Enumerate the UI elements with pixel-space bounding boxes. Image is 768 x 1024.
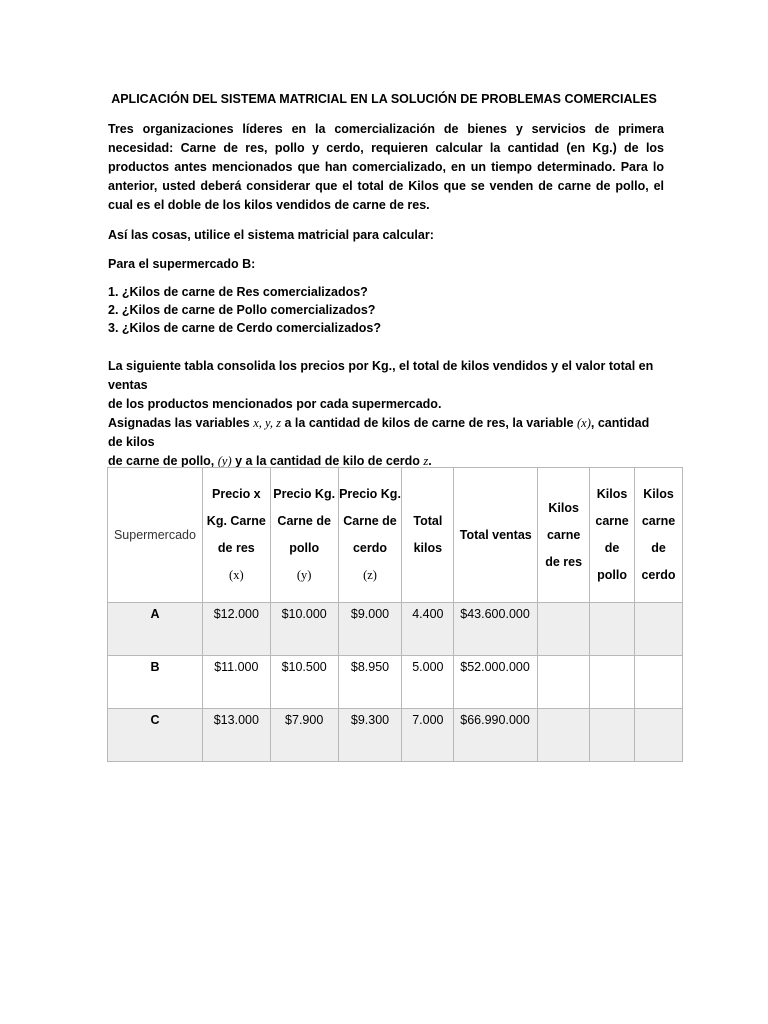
data-table (107, 467, 683, 762)
cell-total-ventas: $43.600.000 (454, 603, 538, 656)
cell-kilos-pollo (590, 656, 635, 709)
header-supermercado: Supermercado (108, 468, 203, 603)
header-kilos-pollo: Kilos carne de pollo (590, 468, 635, 603)
cell-precio-res: $12.000 (202, 603, 270, 656)
cell-kilos-res (538, 603, 590, 656)
cell-precio-pollo: $10.500 (270, 656, 338, 709)
question-item: 1. ¿Kilos de carne de Res comercializados? (108, 285, 368, 299)
variable-z: z (423, 454, 429, 468)
row-label: B (108, 656, 203, 709)
row-label: C (108, 709, 203, 762)
table-intro-paragraph (108, 357, 664, 471)
cell-precio-res: $11.000 (202, 656, 270, 709)
question-list (108, 283, 664, 337)
cell-kilos-res (538, 709, 590, 762)
document-title: APLICACIÓN DEL SISTEMA MATRICIAL EN LA SOLUCIÓN DE PROBLEMAS COMERCIALES (111, 92, 657, 106)
header-precio-cerdo: Precio Kg. Carne de cerdo (z) (338, 468, 402, 603)
question-item: 2. ¿Kilos de carne de Pollo comercializados? (108, 303, 376, 317)
cell-kilos-res (538, 656, 590, 709)
variable-y: (y) (217, 454, 232, 468)
table-intro-line: La siguiente tabla consolida los precios por Kg., el total de kilos vendidos y el valor total en ventas (108, 359, 654, 392)
cell-precio-cerdo: $9.300 (338, 709, 402, 762)
variable-x: (x) (577, 416, 591, 430)
header-kilos-res: Kilos carne de res (538, 468, 590, 603)
instruction-paragraph: Así las cosas, utilice el sistema matricial para calcular: (108, 228, 434, 242)
table-row (108, 603, 683, 656)
cell-kilos-cerdo (635, 656, 683, 709)
table-header-row (108, 468, 683, 603)
row-label: A (108, 603, 203, 656)
cell-precio-cerdo: $9.000 (338, 603, 402, 656)
cell-total-kilos: 7.000 (402, 709, 454, 762)
cell-precio-pollo: $10.000 (270, 603, 338, 656)
cell-total-ventas: $52.000.000 (454, 656, 538, 709)
question-item: 3. ¿Kilos de carne de Cerdo comercializados? (108, 321, 382, 335)
cell-kilos-cerdo (635, 709, 683, 762)
variables-line: de carne de pollo, (y) y a la cantidad de kilo de cerdo z. (108, 454, 432, 468)
cell-kilos-pollo (590, 709, 635, 762)
cell-kilos-cerdo (635, 603, 683, 656)
table-intro-line: de los productos mencionados por cada supermercado. (108, 397, 442, 411)
cell-precio-pollo: $7.900 (270, 709, 338, 762)
subheading: Para el supermercado B: (108, 257, 256, 271)
cell-total-kilos: 5.000 (402, 656, 454, 709)
header-kilos-cerdo: Kilos carne de cerdo (635, 468, 683, 603)
cell-precio-res: $13.000 (202, 709, 270, 762)
table-row (108, 709, 683, 762)
cell-precio-cerdo: $8.950 (338, 656, 402, 709)
header-precio-pollo: Precio Kg. Carne de pollo (y) (270, 468, 338, 603)
table-row (108, 656, 683, 709)
cell-total-ventas: $66.990.000 (454, 709, 538, 762)
variable-xyz: x, y, z (253, 416, 282, 430)
cell-kilos-pollo (590, 603, 635, 656)
intro-paragraph: Tres organizaciones líderes en la comercialización de bienes y servicios de primera necesidad: Carne de res, pollo y cerdo, requieren calcular la cantidad (en Kg.) de los productos antes mencionados que han comercializado, en un tiempo determinado. Para lo anterior, usted deberá considerar que el total de Kilos que se venden de carne de pollo, el cual es el doble de los kilos vendidos de carne de res. (108, 122, 664, 212)
header-total-ventas: Total ventas (454, 468, 538, 603)
variables-line: Asignadas las variables x, y, z a la cantidad de kilos de carne de res, la variable (x), cantidad de kilos (108, 416, 650, 449)
cell-total-kilos: 4.400 (402, 603, 454, 656)
header-total-kilos: Total kilos (402, 468, 454, 603)
header-precio-res: Precio x Kg. Carne de res (x) (202, 468, 270, 603)
